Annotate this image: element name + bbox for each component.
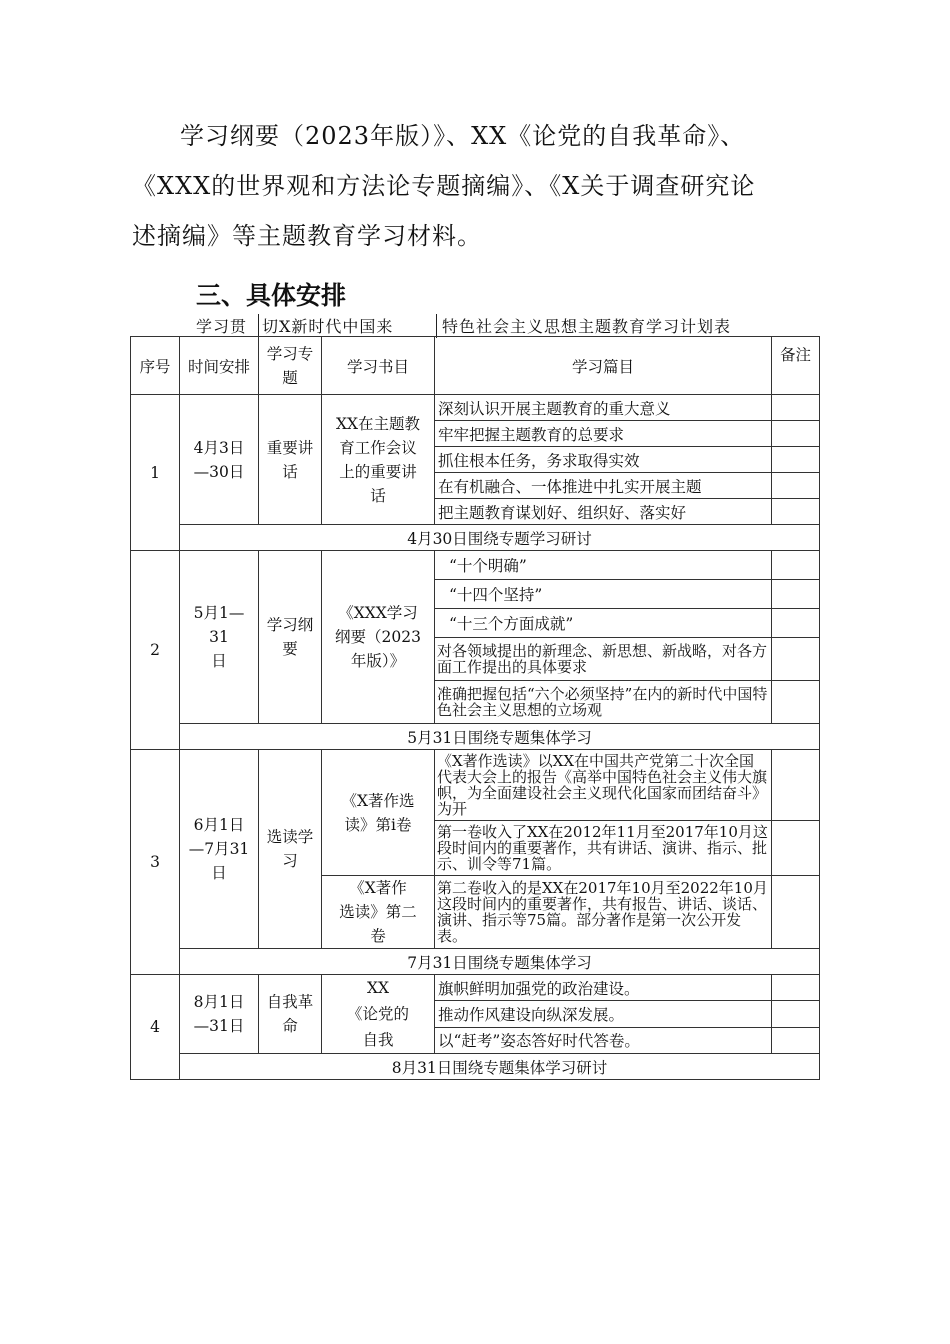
chapter-cell: 以“赶考”姿态答好时代答卷。 xyxy=(435,1027,772,1053)
chapter-cell: 第一卷收入了XX在2012年11月至2017年10月这段时间内的重要著作，共有讲话、演讲、指示、批示、训令等71篇。 xyxy=(435,821,772,876)
summary-cell: 4月30日围绕专题学习研讨 xyxy=(180,525,820,551)
note-cell xyxy=(772,421,820,447)
note-cell xyxy=(772,876,820,949)
caption-divider xyxy=(436,314,437,338)
note-cell xyxy=(772,750,820,821)
header-book: 学习书目 xyxy=(322,337,435,395)
note-cell xyxy=(772,1001,820,1027)
header-topic: 学习专 题 xyxy=(259,337,322,395)
table-summary-row xyxy=(131,724,820,750)
note-cell xyxy=(772,821,820,876)
chapter-cell: 第二卷收入的是XX在2017年10月至2022年10月这段时间内的重要著作，共有报告、讲话、谈话、演讲、指示等75篇。部分著作是第一次公开发表。 xyxy=(435,876,772,949)
table-summary-row xyxy=(131,949,820,975)
header-note: 备注 xyxy=(772,337,820,395)
intro-line-3: 述摘编》等主题教育学习材料。 xyxy=(132,222,482,250)
chapter-cell: “十个明确” xyxy=(435,551,772,580)
time-cell: 8月1日 —31日 xyxy=(180,975,259,1054)
table-caption-part3: 特色社会主义思想主题教育学习计划表 xyxy=(442,317,732,336)
intro-line-2: 《XXX的世界观和方法论专题摘编》、《X关于调查研究论 xyxy=(132,172,756,200)
summary-cell: 7月31日围绕专题集体学习 xyxy=(180,949,820,975)
note-cell xyxy=(772,499,820,525)
book-cell: XX 《论党的 自我 xyxy=(322,975,435,1054)
note-cell xyxy=(772,681,820,724)
topic-cell: 选读学 习 xyxy=(259,750,322,949)
chapter-cell: 深刻认识开展主题教育的重大意义 xyxy=(435,395,772,421)
intro-line-1: 学习纲要（2023年版）》、XX《论党的自我革命》、 xyxy=(180,122,746,150)
chapter-cell: 《X著作选读》以XX在中国共产党第二十次全国代表大会上的报告《高举中国特色社会主义伟大旗帜，为全面建设社会主义现代化国家而团结奋斗》为开 xyxy=(435,750,772,821)
chapter-cell: 旗帜鲜明加强党的政治建设。 xyxy=(435,975,772,1001)
note-cell xyxy=(772,395,820,421)
chapter-cell: 抓住根本任务，务求取得实效 xyxy=(435,447,772,473)
note-cell xyxy=(772,473,820,499)
row-number: 2 xyxy=(131,551,180,750)
chapter-cell: 把主题教育谋划好、组织好、落实好 xyxy=(435,499,772,525)
book-cell: 《X著作 选读》第二 卷 xyxy=(322,876,435,949)
note-cell xyxy=(772,447,820,473)
chapter-cell: 准确把握包括“六个必须坚持”在内的新时代中国特色社会主义思想的立场观 xyxy=(435,681,772,724)
book-cell: 《X著作选 读》第i卷 xyxy=(322,750,435,876)
time-cell: 5月1— 31 日 xyxy=(180,551,259,724)
study-plan-table xyxy=(130,336,820,1080)
note-cell xyxy=(772,1027,820,1053)
chapter-cell: “十四个坚持” xyxy=(435,580,772,609)
table-caption-part1: 学习贯 xyxy=(196,317,248,336)
note-cell xyxy=(772,975,820,1001)
chapter-cell: “十三个方面成就” xyxy=(435,609,772,638)
time-cell: 4月3日 —30日 xyxy=(180,395,259,525)
table-row xyxy=(131,395,820,421)
table-row xyxy=(131,750,820,821)
summary-cell: 5月31日围绕专题集体学习 xyxy=(180,724,820,750)
table-header-row xyxy=(131,337,820,395)
book-cell: XX在主题教 育工作会议 上的重要讲 话 xyxy=(322,395,435,525)
row-number: 4 xyxy=(131,975,180,1080)
table-row xyxy=(131,975,820,1001)
caption-divider xyxy=(258,314,259,338)
header-chapters: 学习篇目 xyxy=(435,337,772,395)
topic-cell: 自我革 命 xyxy=(259,975,322,1054)
chapter-cell: 在有机融合、一体推进中扎实开展主题 xyxy=(435,473,772,499)
table-summary-row xyxy=(131,525,820,551)
table-summary-row xyxy=(131,1054,820,1080)
header-no: 序号 xyxy=(131,337,180,395)
book-cell: 《XXX学习 纲要（2023 年版）》 xyxy=(322,551,435,724)
note-cell xyxy=(772,609,820,638)
row-number: 3 xyxy=(131,750,180,975)
table-row xyxy=(131,551,820,580)
table-caption-part2: 切X新时代中国来 xyxy=(262,317,394,336)
header-time: 时间安排 xyxy=(180,337,259,395)
row-number: 1 xyxy=(131,395,180,551)
summary-cell: 8月31日围绕专题集体学习研讨 xyxy=(180,1054,820,1080)
chapter-cell: 推动作风建设向纵深发展。 xyxy=(435,1001,772,1027)
chapter-cell: 牢牢把握主题教育的总要求 xyxy=(435,421,772,447)
time-cell: 6月1日 —7月31 日 xyxy=(180,750,259,949)
topic-cell: 学习纲 要 xyxy=(259,551,322,724)
section-heading: 三、具体安排 xyxy=(196,281,347,310)
note-cell xyxy=(772,580,820,609)
note-cell xyxy=(772,638,820,681)
topic-cell: 重要讲 话 xyxy=(259,395,322,525)
chapter-cell: 对各领域提出的新理念、新思想、新战略，对各方面工作提出的具体要求 xyxy=(435,638,772,681)
note-cell xyxy=(772,551,820,580)
